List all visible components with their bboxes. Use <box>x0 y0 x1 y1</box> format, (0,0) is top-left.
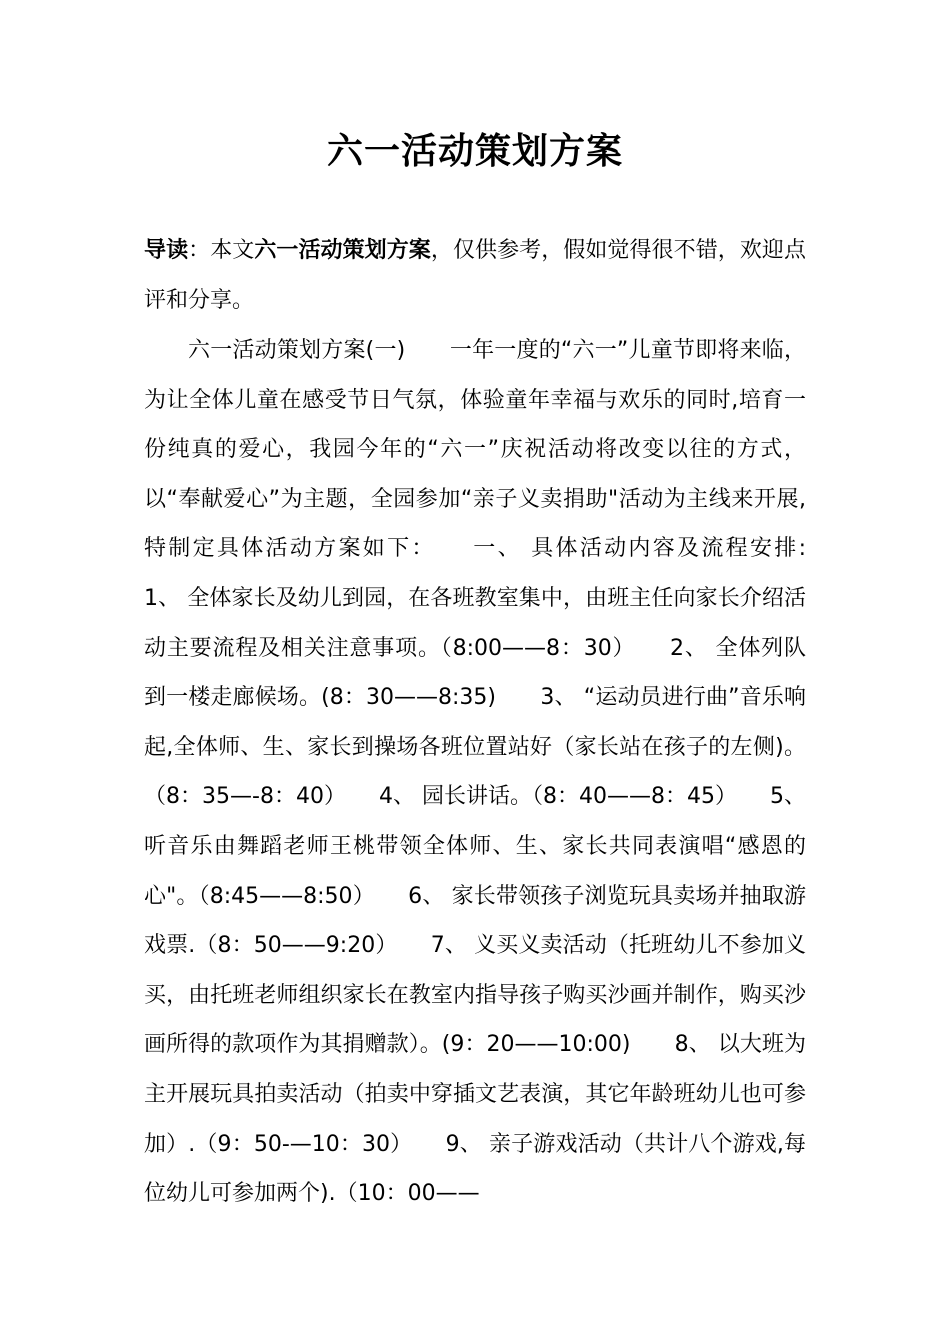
intro-colon: ：本文 <box>188 238 255 263</box>
intro-rest: ，仅供参考，假如觉得很不错，欢迎点评和分享。 <box>144 238 806 313</box>
intro-paragraph <box>144 226 806 325</box>
document-title: 六一活动策划方案 <box>326 131 623 172</box>
intro-doc-name: 六一活动策划方案 <box>254 238 431 263</box>
intro-label: 导读 <box>144 238 189 263</box>
body-paragraph: 六一活动策划方案(一) 一年一度的“六一”儿童节即将来临，为让全体儿童在感受节日气氛，体验童年幸福与欢乐的同时,培育一份纯真的爱心，我园今年的“六一”庆祝活动将改变以往的方式，以“奉献爱心”为主题，全园参加“亲子义卖捐助"活动为主线来开展,特制定具体活动方案如下： 一、 具体活动内容及流程安排: 1、 全体家长及幼儿到园，在各班教室集中，由班主任向家长介绍活动主要流程及相关注意事项。（8:00——8：30） 2、 全体列队到一楼走廊候场。(8：30——8:35) 3、 “运动员进行曲”音乐响起,全体师、生、家长到操场各班位置站好（家长站在孩子的左侧)。（8：35—-8：40） 4、 园长讲话。（8：40——8：45） 5、 听音乐由舞蹈老师王桃带领全体师、生、家长共同表演唱“感恩的心"。（8:45——8:50） 6、 家长带领孩子浏览玩具卖场并抽取游戏票.（8：50——9:20） 7、 义买义卖活动（托班幼儿不参加义买，由托班老师组织家长在教室内指导孩子购买沙画并制作，购买沙画所得的款项作为其捐赠款）。(9：20——10:00) 8、 以大班为主开展玩具拍卖活动（拍卖中穿插文艺表演，其它年龄班幼儿也可参加）.（9：50-—10：30） 9、 亲子游戏活动（共计八个游戏,每位幼儿可参加两个).（10：00—— <box>144 338 851 1207</box>
